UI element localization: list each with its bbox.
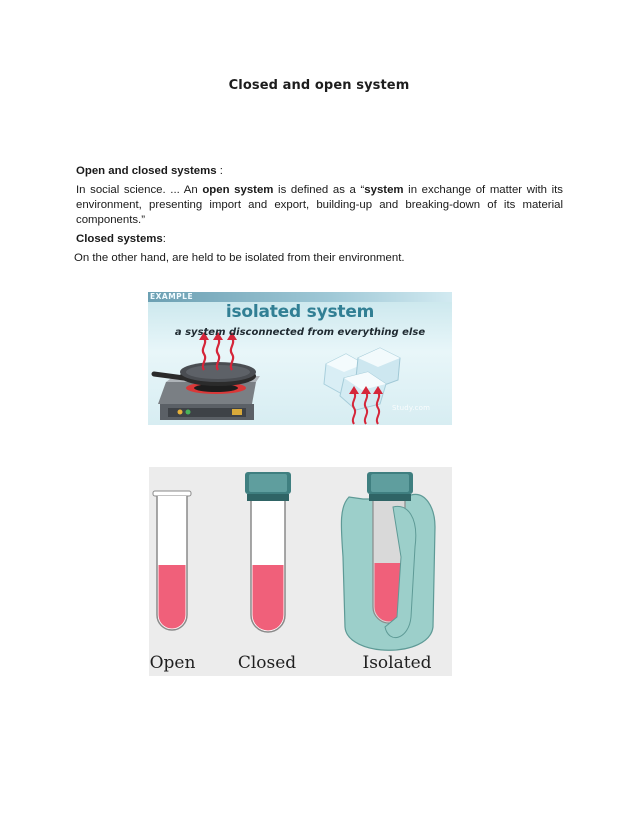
test-tubes-illustration xyxy=(149,467,452,676)
closed-heading-text: Closed systems xyxy=(76,233,163,245)
closed-heading-suffix: : xyxy=(162,233,166,245)
paragraph-term-system: system xyxy=(364,184,404,196)
page-title: Closed and open system xyxy=(228,78,410,93)
closed-systems-text: On the other hand, are held to be isolated from their environment. xyxy=(74,252,405,264)
open-label: Open xyxy=(149,653,196,673)
closed-label: Closed xyxy=(237,653,297,673)
isolated-tube-icon xyxy=(341,472,435,650)
study-watermark: Study.com xyxy=(392,404,431,412)
closed-tube-icon xyxy=(245,472,291,632)
ice-cubes-icon xyxy=(324,348,400,410)
ice-heat-arrowheads-icon xyxy=(349,386,383,394)
test-tubes-figure xyxy=(149,467,452,676)
open-system-paragraph xyxy=(76,183,563,228)
paragraph-term-open-system: open system xyxy=(202,184,274,196)
figure-heading: isolated system xyxy=(225,302,375,322)
isolated-label: Isolated xyxy=(362,653,432,673)
section-heading xyxy=(76,164,563,179)
figure-caption: a system disconnected from everything else xyxy=(174,327,426,338)
section-heading-text: Open and closed systems xyxy=(76,165,217,177)
example-banner: EXAMPLE xyxy=(148,292,452,302)
paragraph-part2: is defined as a “ xyxy=(273,184,365,196)
paragraph-part3: in exchange of matter with its environment, presenting import and export, building-up and breaking-down of its material components.” xyxy=(76,184,563,226)
section-heading-suffix: : xyxy=(216,165,223,177)
paragraph-part1: In social science. ... An xyxy=(76,184,203,196)
open-tube-icon xyxy=(153,491,191,630)
closed-systems-heading xyxy=(76,232,563,247)
isolated-system-figure xyxy=(148,292,452,425)
